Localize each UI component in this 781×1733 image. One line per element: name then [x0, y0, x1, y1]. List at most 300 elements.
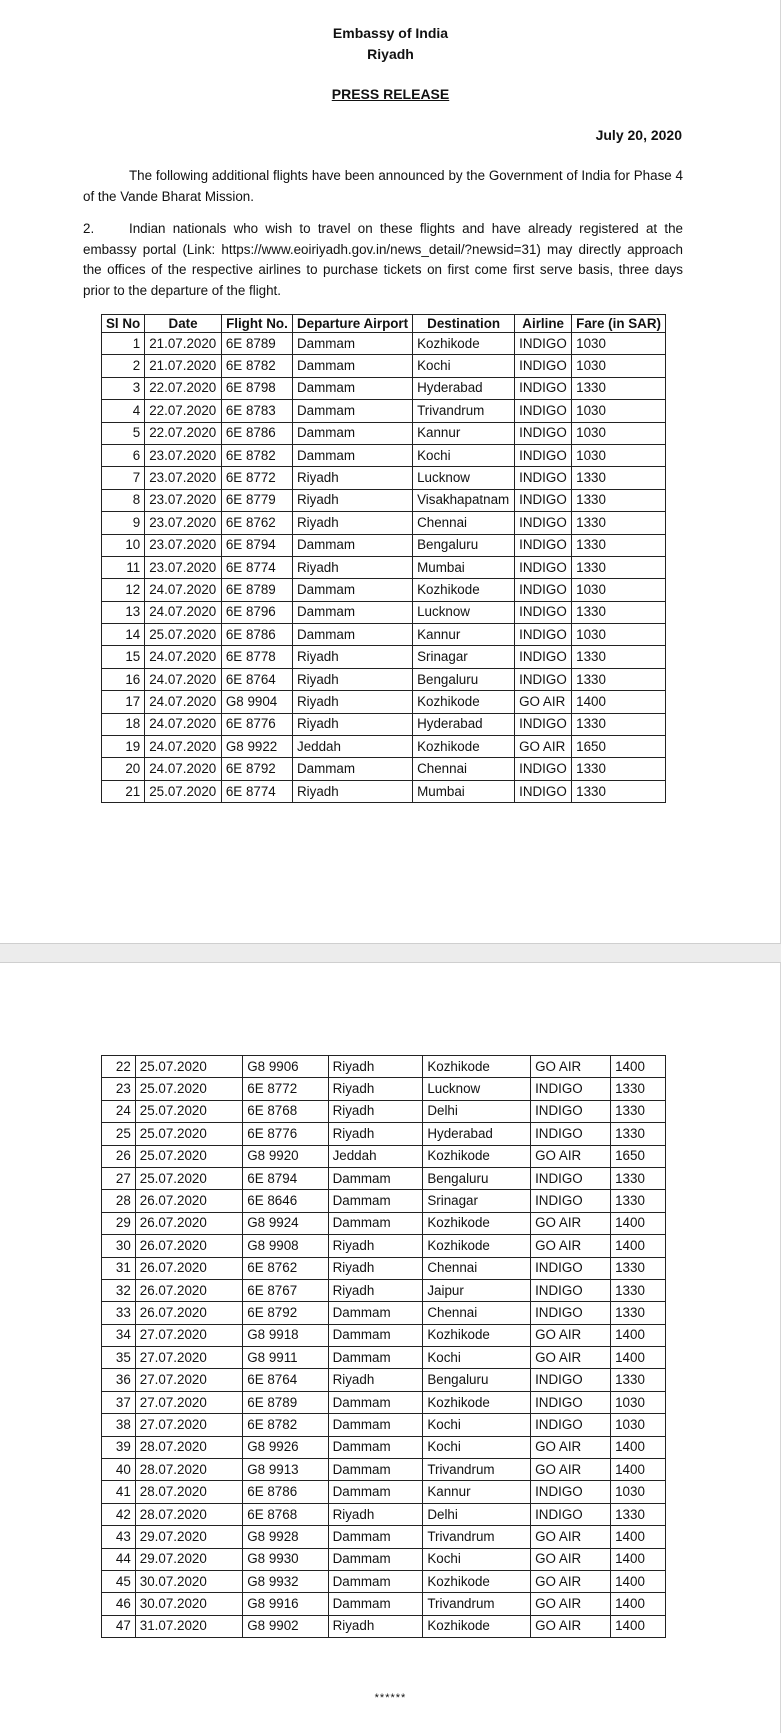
row-sl-no: 38	[102, 1414, 136, 1436]
col-header-flight: Flight No.	[221, 315, 292, 333]
row-airline: INDIGO	[531, 1279, 611, 1301]
row-sl-no: 44	[102, 1548, 136, 1570]
row-flight-no: 6E 8796	[221, 601, 292, 623]
row-departure: Dammam	[293, 534, 413, 556]
row-airline: INDIGO	[531, 1190, 611, 1212]
row-sl-no: 32	[102, 1279, 136, 1301]
row-departure: Dammam	[328, 1167, 423, 1189]
row-airline: INDIGO	[515, 333, 572, 355]
row-flight-no: 6E 8776	[221, 713, 292, 735]
row-fare: 1400	[611, 1615, 666, 1637]
table-row	[102, 333, 666, 355]
row-fare: 1330	[572, 668, 666, 690]
row-flight-no: 6E 8768	[243, 1100, 328, 1122]
row-departure: Dammam	[328, 1593, 423, 1615]
col-header-date: Date	[145, 315, 222, 333]
row-flight-no: 6E 8789	[221, 579, 292, 601]
row-date: 25.07.2020	[135, 1167, 242, 1189]
row-destination: Kozhikode	[423, 1391, 531, 1413]
row-destination: Kochi	[423, 1414, 531, 1436]
row-fare: 1330	[572, 646, 666, 668]
embassy-city: Riyadh	[367, 46, 414, 62]
row-date: 24.07.2020	[145, 579, 222, 601]
table-row	[102, 1414, 666, 1436]
table-row	[102, 534, 666, 556]
row-destination: Hyderabad	[413, 713, 515, 735]
row-airline: INDIGO	[515, 646, 572, 668]
table-row	[102, 646, 666, 668]
row-departure: Riyadh	[328, 1056, 423, 1078]
row-airline: GO AIR	[531, 1436, 611, 1458]
col-header-departure: Departure Airport	[293, 315, 413, 333]
row-date: 27.07.2020	[135, 1369, 242, 1391]
row-airline: INDIGO	[515, 556, 572, 578]
row-flight-no: G8 9924	[243, 1212, 328, 1234]
row-destination: Kozhikode	[413, 736, 515, 758]
row-airline: INDIGO	[515, 489, 572, 511]
table-row	[102, 1503, 666, 1525]
row-airline: GO AIR	[531, 1593, 611, 1615]
row-departure: Riyadh	[293, 713, 413, 735]
row-destination: Trivandrum	[423, 1526, 531, 1548]
row-departure: Dammam	[328, 1570, 423, 1592]
row-sl-no: 37	[102, 1391, 136, 1413]
row-flight-no: 6E 8794	[221, 534, 292, 556]
row-airline: GO AIR	[531, 1548, 611, 1570]
table-row	[102, 1212, 666, 1234]
row-date: 26.07.2020	[135, 1235, 242, 1257]
row-date: 28.07.2020	[135, 1459, 242, 1481]
row-sl-no: 26	[102, 1145, 136, 1167]
row-date: 28.07.2020	[135, 1436, 242, 1458]
row-departure: Riyadh	[293, 780, 413, 802]
row-destination: Kochi	[413, 444, 515, 466]
row-fare: 1400	[611, 1235, 666, 1257]
row-date: 24.07.2020	[145, 691, 222, 713]
row-fare: 1400	[611, 1459, 666, 1481]
row-fare: 1330	[611, 1503, 666, 1525]
row-airline: GO AIR	[531, 1056, 611, 1078]
table-row	[102, 758, 666, 780]
row-date: 27.07.2020	[135, 1347, 242, 1369]
row-airline: INDIGO	[531, 1414, 611, 1436]
table-row	[102, 1481, 666, 1503]
row-flight-no: 6E 8764	[221, 668, 292, 690]
row-flight-no: 6E 8794	[243, 1167, 328, 1189]
table-row	[102, 668, 666, 690]
row-destination: Kochi	[413, 355, 515, 377]
row-departure: Dammam	[293, 377, 413, 399]
row-airline: GO AIR	[531, 1212, 611, 1234]
row-sl-no: 40	[102, 1459, 136, 1481]
row-date: 26.07.2020	[135, 1190, 242, 1212]
row-departure: Riyadh	[293, 691, 413, 713]
row-flight-no: G8 9926	[243, 1436, 328, 1458]
row-flight-no: 6E 8789	[243, 1391, 328, 1413]
row-destination: Kozhikode	[423, 1324, 531, 1346]
col-header-sl: Sl No	[102, 315, 145, 333]
row-destination: Kozhikode	[423, 1056, 531, 1078]
row-sl-no: 43	[102, 1526, 136, 1548]
row-flight-no: 6E 8782	[221, 444, 292, 466]
table-row	[102, 1235, 666, 1257]
row-airline: INDIGO	[531, 1123, 611, 1145]
row-sl-no: 27	[102, 1167, 136, 1189]
row-fare: 1030	[572, 624, 666, 646]
row-fare: 1030	[611, 1391, 666, 1413]
row-sl-no: 14	[102, 624, 145, 646]
row-destination: Chennai	[423, 1302, 531, 1324]
row-destination: Kozhikode	[413, 333, 515, 355]
table-row	[102, 1391, 666, 1413]
row-date: 27.07.2020	[135, 1414, 242, 1436]
row-sl-no: 18	[102, 713, 145, 735]
row-destination: Hyderabad	[413, 377, 515, 399]
row-departure: Riyadh	[328, 1257, 423, 1279]
row-date: 24.07.2020	[145, 646, 222, 668]
row-fare: 1400	[611, 1436, 666, 1458]
row-departure: Riyadh	[328, 1503, 423, 1525]
table-row	[102, 512, 666, 534]
row-fare: 1330	[611, 1279, 666, 1301]
row-airline: INDIGO	[515, 355, 572, 377]
row-date: 23.07.2020	[145, 512, 222, 534]
row-airline: INDIGO	[515, 601, 572, 623]
row-destination: Kozhikode	[423, 1145, 531, 1167]
row-sl-no: 31	[102, 1257, 136, 1279]
row-sl-no: 34	[102, 1324, 136, 1346]
row-destination: Trivandrum	[413, 400, 515, 422]
col-header-fare: Fare (in SAR)	[572, 315, 666, 333]
row-airline: INDIGO	[531, 1078, 611, 1100]
row-fare: 1030	[572, 422, 666, 444]
row-fare: 1400	[611, 1548, 666, 1570]
row-airline: INDIGO	[515, 400, 572, 422]
row-sl-no: 28	[102, 1190, 136, 1212]
table-row	[102, 1436, 666, 1458]
row-flight-no: 6E 8772	[243, 1078, 328, 1100]
row-airline: INDIGO	[515, 758, 572, 780]
row-destination: Srinagar	[423, 1190, 531, 1212]
row-flight-no: 6E 8786	[243, 1481, 328, 1503]
paragraph-number: 2.	[83, 221, 95, 236]
row-sl-no: 41	[102, 1481, 136, 1503]
table-row	[102, 1593, 666, 1615]
row-flight-no: 6E 8768	[243, 1503, 328, 1525]
row-departure: Riyadh	[293, 668, 413, 690]
row-flight-no: 6E 8762	[243, 1257, 328, 1279]
row-departure: Dammam	[328, 1548, 423, 1570]
row-sl-no: 10	[102, 534, 145, 556]
table-row	[102, 713, 666, 735]
row-sl-no: 20	[102, 758, 145, 780]
row-date: 24.07.2020	[145, 758, 222, 780]
row-destination: Kochi	[423, 1436, 531, 1458]
row-fare: 1030	[572, 333, 666, 355]
row-flight-no: 6E 8774	[221, 556, 292, 578]
table-row	[102, 1190, 666, 1212]
row-fare: 1330	[611, 1190, 666, 1212]
row-date: 25.07.2020	[145, 624, 222, 646]
row-date: 30.07.2020	[135, 1570, 242, 1592]
table-row	[102, 489, 666, 511]
row-destination: Lucknow	[413, 601, 515, 623]
row-airline: INDIGO	[515, 780, 572, 802]
row-sl-no: 19	[102, 736, 145, 758]
table-header-row	[102, 315, 666, 333]
row-sl-no: 9	[102, 512, 145, 534]
row-departure: Dammam	[328, 1436, 423, 1458]
row-fare: 1330	[572, 512, 666, 534]
row-flight-no: 6E 8764	[243, 1369, 328, 1391]
row-fare: 1030	[572, 355, 666, 377]
row-date: 29.07.2020	[135, 1548, 242, 1570]
row-fare: 1400	[611, 1324, 666, 1346]
row-fare: 1400	[611, 1347, 666, 1369]
row-date: 26.07.2020	[135, 1257, 242, 1279]
flights-table-part-2	[101, 1055, 666, 1638]
row-departure: Dammam	[293, 601, 413, 623]
row-departure: Dammam	[293, 422, 413, 444]
instructions-text: Indian nationals who wish to travel on these flights and have already registered at the embassy portal (Link: https://www.eoiriyadh.gov.in/news_detail/?newsid=31) may directly approach the offices of the respective airlines to purchase tickets on first come first serve basis, three days prior to the departure of the flight.	[83, 221, 683, 298]
row-departure: Riyadh	[328, 1615, 423, 1637]
row-date: 29.07.2020	[135, 1526, 242, 1548]
row-destination: Bengaluru	[423, 1369, 531, 1391]
row-flight-no: 6E 8786	[221, 422, 292, 444]
row-sl-no: 15	[102, 646, 145, 668]
row-destination: Kochi	[423, 1548, 531, 1570]
row-airline: GO AIR	[515, 736, 572, 758]
table-row	[102, 1369, 666, 1391]
row-sl-no: 29	[102, 1212, 136, 1234]
press-release-title: PRESS RELEASE	[331, 86, 450, 102]
row-flight-no: 6E 8767	[243, 1279, 328, 1301]
row-flight-no: G8 9918	[243, 1324, 328, 1346]
row-fare: 1330	[572, 758, 666, 780]
row-departure: Dammam	[328, 1414, 423, 1436]
row-airline: INDIGO	[515, 422, 572, 444]
row-departure: Dammam	[328, 1324, 423, 1346]
table-row	[102, 1570, 666, 1592]
row-sl-no: 6	[102, 444, 145, 466]
row-departure: Dammam	[293, 579, 413, 601]
table-row	[102, 1615, 666, 1637]
table-row	[102, 1123, 666, 1145]
row-departure: Jeddah	[328, 1145, 423, 1167]
row-destination: Trivandrum	[423, 1459, 531, 1481]
row-departure: Jeddah	[293, 736, 413, 758]
row-flight-no: 6E 8792	[221, 758, 292, 780]
row-sl-no: 3	[102, 377, 145, 399]
row-departure: Riyadh	[328, 1235, 423, 1257]
row-flight-no: G8 9932	[243, 1570, 328, 1592]
row-departure: Dammam	[328, 1391, 423, 1413]
row-departure: Dammam	[293, 624, 413, 646]
row-destination: Chennai	[423, 1257, 531, 1279]
table-row	[102, 579, 666, 601]
row-destination: Bengaluru	[413, 534, 515, 556]
row-departure: Dammam	[328, 1459, 423, 1481]
row-fare: 1400	[611, 1526, 666, 1548]
row-fare: 1030	[611, 1481, 666, 1503]
row-fare: 1330	[572, 467, 666, 489]
table-row	[102, 1145, 666, 1167]
row-sl-no: 45	[102, 1570, 136, 1592]
row-departure: Dammam	[328, 1190, 423, 1212]
row-sl-no: 4	[102, 400, 145, 422]
row-destination: Mumbai	[413, 780, 515, 802]
row-departure: Riyadh	[293, 467, 413, 489]
table-row	[102, 467, 666, 489]
table-row	[102, 1526, 666, 1548]
row-sl-no: 21	[102, 780, 145, 802]
row-sl-no: 7	[102, 467, 145, 489]
row-date: 28.07.2020	[135, 1481, 242, 1503]
row-departure: Riyadh	[328, 1123, 423, 1145]
row-date: 25.07.2020	[135, 1078, 242, 1100]
row-airline: GO AIR	[531, 1235, 611, 1257]
row-destination: Kochi	[423, 1347, 531, 1369]
row-date: 23.07.2020	[145, 444, 222, 466]
row-date: 30.07.2020	[135, 1593, 242, 1615]
row-destination: Srinagar	[413, 646, 515, 668]
row-fare: 1650	[572, 736, 666, 758]
row-fare: 1400	[611, 1593, 666, 1615]
row-fare: 1330	[611, 1302, 666, 1324]
flights-table-part-1	[101, 314, 666, 803]
row-sl-no: 16	[102, 668, 145, 690]
row-airline: INDIGO	[515, 668, 572, 690]
row-date: 22.07.2020	[145, 400, 222, 422]
row-sl-no: 22	[102, 1056, 136, 1078]
table-row	[102, 1056, 666, 1078]
row-airline: GO AIR	[531, 1324, 611, 1346]
row-destination: Kozhikode	[413, 579, 515, 601]
row-date: 22.07.2020	[145, 422, 222, 444]
row-flight-no: 6E 8779	[221, 489, 292, 511]
table-row	[102, 1279, 666, 1301]
row-date: 31.07.2020	[135, 1615, 242, 1637]
table-row	[102, 1257, 666, 1279]
row-sl-no: 24	[102, 1100, 136, 1122]
row-sl-no: 11	[102, 556, 145, 578]
row-date: 24.07.2020	[145, 736, 222, 758]
row-airline: GO AIR	[531, 1459, 611, 1481]
row-sl-no: 13	[102, 601, 145, 623]
row-fare: 1030	[611, 1414, 666, 1436]
row-departure: Dammam	[328, 1212, 423, 1234]
row-airline: INDIGO	[531, 1257, 611, 1279]
row-airline: GO AIR	[515, 691, 572, 713]
row-destination: Lucknow	[413, 467, 515, 489]
table-row	[102, 1100, 666, 1122]
table-row	[102, 355, 666, 377]
row-destination: Lucknow	[423, 1078, 531, 1100]
row-fare: 1400	[611, 1056, 666, 1078]
row-airline: INDIGO	[531, 1302, 611, 1324]
row-airline: INDIGO	[531, 1481, 611, 1503]
row-destination: Kozhikode	[413, 691, 515, 713]
row-departure: Dammam	[328, 1481, 423, 1503]
table-row	[102, 377, 666, 399]
row-departure: Riyadh	[328, 1078, 423, 1100]
row-flight-no: G8 9902	[243, 1615, 328, 1637]
row-date: 24.07.2020	[145, 601, 222, 623]
row-airline: INDIGO	[515, 377, 572, 399]
row-airline: GO AIR	[531, 1347, 611, 1369]
row-sl-no: 30	[102, 1235, 136, 1257]
table-row	[102, 1078, 666, 1100]
row-airline: INDIGO	[531, 1100, 611, 1122]
row-date: 26.07.2020	[135, 1302, 242, 1324]
row-destination: Bengaluru	[413, 668, 515, 690]
row-airline: INDIGO	[515, 467, 572, 489]
row-flight-no: 6E 8786	[221, 624, 292, 646]
row-fare: 1330	[572, 556, 666, 578]
row-destination: Delhi	[423, 1503, 531, 1525]
row-date: 23.07.2020	[145, 467, 222, 489]
row-airline: INDIGO	[515, 444, 572, 466]
row-flight-no: G8 9922	[221, 736, 292, 758]
table-row	[102, 1347, 666, 1369]
intro-paragraph: The following additional flights have been announced by the Government of India for Phase 4 of the Vande Bharat Mission.	[83, 168, 683, 204]
row-destination: Jaipur	[423, 1279, 531, 1301]
row-airline: INDIGO	[531, 1391, 611, 1413]
row-fare: 1330	[611, 1167, 666, 1189]
table-row	[102, 1324, 666, 1346]
row-destination: Visakhapatnam	[413, 489, 515, 511]
row-flight-no: 6E 8783	[221, 400, 292, 422]
row-departure: Dammam	[293, 444, 413, 466]
row-sl-no: 2	[102, 355, 145, 377]
row-sl-no: 25	[102, 1123, 136, 1145]
row-flight-no: 6E 8762	[221, 512, 292, 534]
table-row	[102, 422, 666, 444]
end-of-document-mark: ******	[374, 1692, 407, 1704]
row-departure: Dammam	[328, 1526, 423, 1548]
row-fare: 1330	[572, 489, 666, 511]
row-fare: 1330	[611, 1078, 666, 1100]
table-row	[102, 1167, 666, 1189]
row-destination: Kozhikode	[423, 1570, 531, 1592]
row-flight-no: G8 9920	[243, 1145, 328, 1167]
table-row	[102, 624, 666, 646]
row-flight-no: 6E 8782	[221, 355, 292, 377]
table-row	[102, 691, 666, 713]
row-flight-no: 6E 8772	[221, 467, 292, 489]
table-row	[102, 1302, 666, 1324]
row-date: 21.07.2020	[145, 333, 222, 355]
row-destination: Kozhikode	[423, 1615, 531, 1637]
row-destination: Kannur	[423, 1481, 531, 1503]
row-flight-no: G8 9930	[243, 1548, 328, 1570]
row-date: 26.07.2020	[135, 1279, 242, 1301]
row-sl-no: 5	[102, 422, 145, 444]
row-flight-no: G8 9916	[243, 1593, 328, 1615]
row-sl-no: 17	[102, 691, 145, 713]
row-fare: 1330	[572, 534, 666, 556]
row-airline: GO AIR	[531, 1615, 611, 1637]
col-header-destination: Destination	[413, 315, 515, 333]
row-date: 23.07.2020	[145, 556, 222, 578]
row-flight-no: G8 9913	[243, 1459, 328, 1481]
row-date: 21.07.2020	[145, 355, 222, 377]
row-destination: Hyderabad	[423, 1123, 531, 1145]
row-sl-no: 35	[102, 1347, 136, 1369]
row-departure: Dammam	[328, 1347, 423, 1369]
page-2	[0, 962, 781, 1733]
row-date: 25.07.2020	[135, 1100, 242, 1122]
